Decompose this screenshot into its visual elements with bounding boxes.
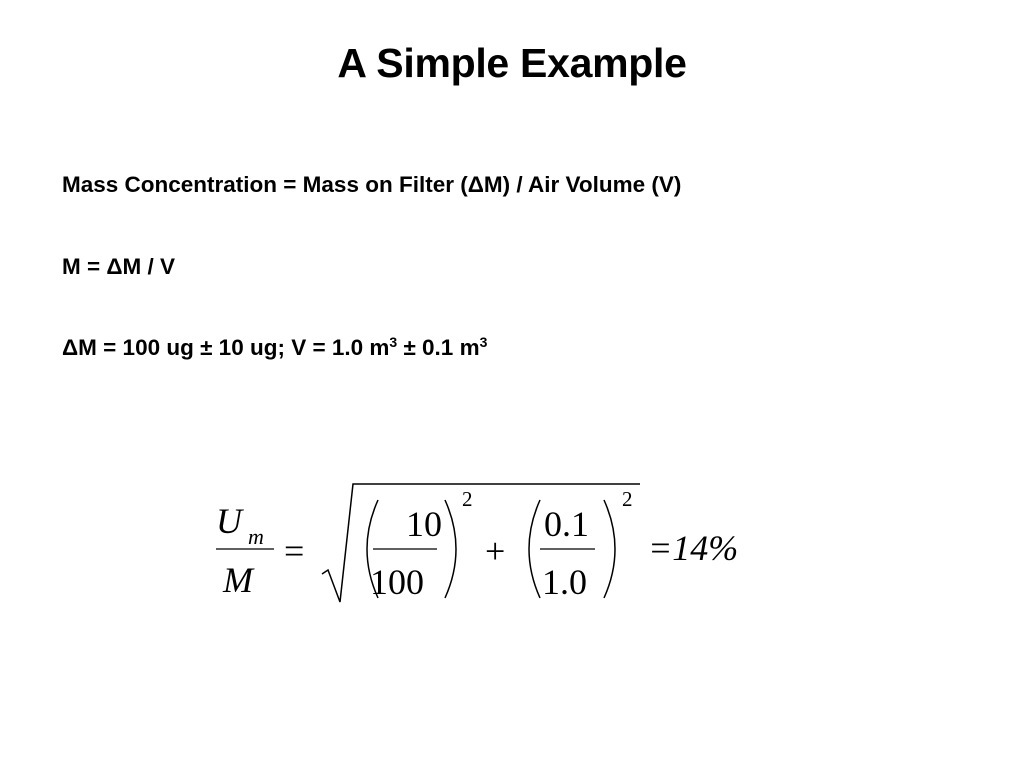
- mass-concentration-definition: Mass Concentration = Mass on Filter (ΔM) / Air Volume (V): [62, 172, 682, 197]
- formula-m: M = ΔM / V: [62, 254, 176, 279]
- slide-title: A Simple Example: [337, 40, 687, 86]
- given-values: [62, 335, 487, 361]
- term1-exponent: 2: [462, 487, 473, 511]
- left-paren-2: [529, 500, 540, 598]
- result-value: =14%: [648, 528, 739, 568]
- lhs-denominator: M: [223, 560, 253, 600]
- right-paren-1: [445, 500, 456, 598]
- term2-numerator: 0.1: [544, 504, 589, 544]
- uncertainty-equation: [190, 470, 830, 620]
- exponent-superscript-2: 3: [479, 334, 488, 350]
- equals-sign: =: [284, 531, 305, 571]
- given-values-text-2: ± 0.1 m: [397, 335, 480, 360]
- term2-denominator: 1.0: [542, 562, 587, 602]
- lhs-subscript: m: [248, 524, 264, 549]
- lhs-numerator: U: [216, 501, 242, 541]
- term1-numerator: 10: [406, 504, 442, 544]
- given-values-text: ΔM = 100 ug ± 10 ug; V = 1.0 m: [62, 335, 390, 360]
- right-paren-2: [604, 500, 615, 598]
- term1-denominator: 100: [370, 562, 424, 602]
- plus-sign: +: [485, 531, 506, 571]
- exponent-superscript: 3: [389, 334, 398, 350]
- term2-exponent: 2: [622, 487, 633, 511]
